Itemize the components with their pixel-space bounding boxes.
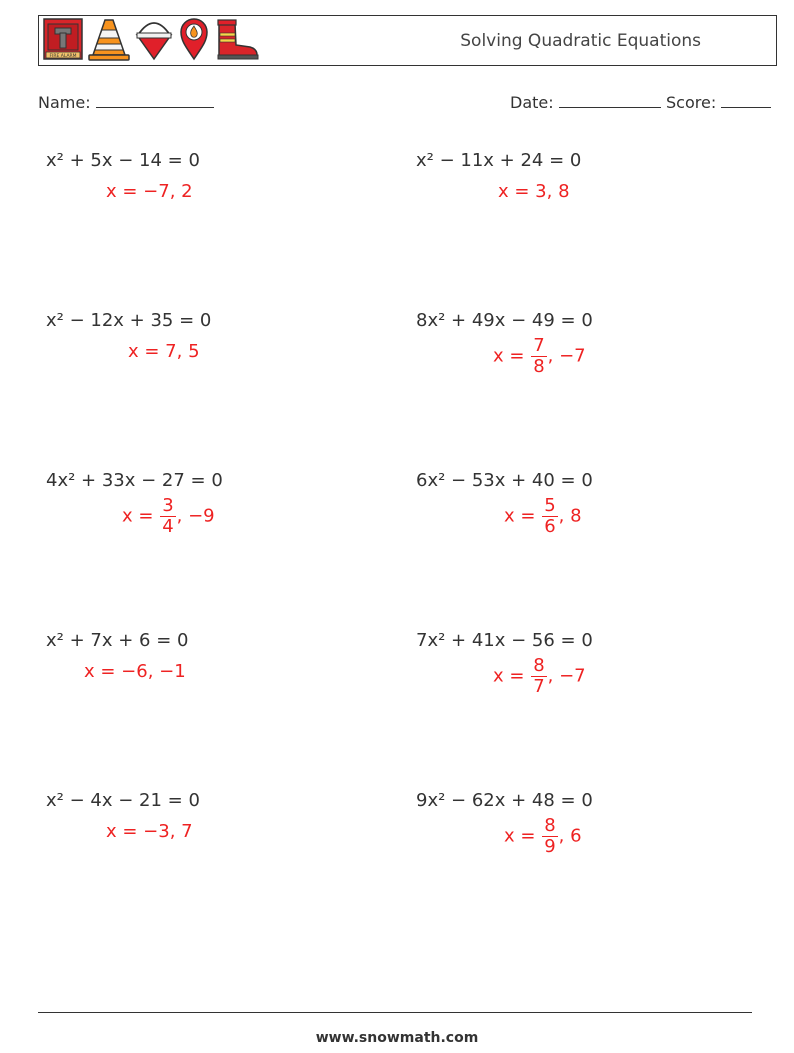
problem-8-equation: 7x² + 41x − 56 = 0	[416, 630, 593, 651]
problem-9-answer: x = −3, 7	[106, 821, 193, 842]
fraction-denominator: 4	[162, 516, 174, 537]
answer-suffix: , 8	[558, 505, 582, 527]
problem-5-answer	[122, 497, 215, 536]
answer-prefix: x =	[504, 825, 536, 847]
answer-prefix: x =	[493, 345, 525, 367]
fraction-numerator: 7	[533, 335, 545, 356]
answer-suffix: , 6	[558, 825, 582, 847]
answer-suffix: , −7	[547, 345, 586, 367]
problem-2-answer: x = 3, 8	[498, 181, 570, 202]
answer-fraction	[542, 497, 557, 536]
problem-10-equation: 9x² − 62x + 48 = 0	[416, 790, 593, 811]
problem-8-answer	[493, 657, 586, 696]
answer-fraction	[531, 337, 546, 376]
score-label: Score:	[666, 93, 717, 112]
fraction-numerator: 8	[533, 655, 545, 676]
svg-text:FIRE ALARM: FIRE ALARM	[49, 54, 77, 59]
fraction-numerator: 8	[544, 815, 556, 836]
problem-9-equation: x² − 4x − 21 = 0	[46, 790, 200, 811]
header-icons	[43, 18, 264, 64]
date-field[interactable]	[510, 93, 661, 112]
traffic-cone-icon	[88, 17, 130, 65]
fraction-denominator: 6	[544, 516, 556, 537]
problem-6-answer	[504, 497, 582, 536]
name-label: Name:	[38, 93, 91, 112]
fraction-denominator: 7	[533, 676, 545, 697]
problem-5-equation: 4x² + 33x − 27 = 0	[46, 470, 223, 491]
answer-fraction	[542, 817, 557, 856]
footer-url[interactable]: www.snowmath.com	[315, 1030, 479, 1046]
name-field[interactable]	[38, 93, 214, 112]
score-blank[interactable]	[721, 95, 771, 108]
problem-1-equation: x² + 5x − 14 = 0	[46, 150, 200, 171]
fraction-denominator: 9	[544, 836, 556, 857]
problem-3-answer: x = 7, 5	[128, 341, 200, 362]
problem-10-answer	[504, 817, 582, 856]
problem-7-equation: x² + 7x + 6 = 0	[46, 630, 189, 651]
footer-divider	[38, 1012, 752, 1013]
problem-4-answer	[493, 337, 586, 376]
answer-prefix: x =	[493, 665, 525, 687]
problem-7-answer: x = −6, −1	[84, 661, 186, 682]
name-blank[interactable]	[96, 95, 214, 108]
fire-location-pin-icon	[178, 17, 210, 65]
answer-fraction	[531, 657, 546, 696]
fraction-denominator: 8	[533, 356, 545, 377]
problem-3-equation: x² − 12x + 35 = 0	[46, 310, 212, 331]
answer-prefix: x =	[122, 505, 154, 527]
fire-bucket-icon	[135, 17, 173, 65]
fraction-numerator: 3	[162, 495, 174, 516]
answer-fraction	[160, 497, 175, 536]
date-blank[interactable]	[559, 95, 661, 108]
worksheet-header	[38, 15, 777, 66]
worksheet-title: Solving Quadratic Equations	[460, 31, 701, 51]
fire-alarm-icon	[43, 17, 83, 65]
problem-4-equation: 8x² + 49x − 49 = 0	[416, 310, 593, 331]
problem-1-answer: x = −7, 2	[106, 181, 193, 202]
answer-suffix: , −7	[547, 665, 586, 687]
score-field[interactable]	[666, 93, 771, 112]
problem-6-equation: 6x² − 53x + 40 = 0	[416, 470, 593, 491]
answer-suffix: , −9	[176, 505, 215, 527]
answer-prefix: x =	[504, 505, 536, 527]
problem-2-equation: x² − 11x + 24 = 0	[416, 150, 582, 171]
date-label: Date:	[510, 93, 554, 112]
fire-boot-icon	[215, 17, 259, 65]
fraction-numerator: 5	[544, 495, 556, 516]
